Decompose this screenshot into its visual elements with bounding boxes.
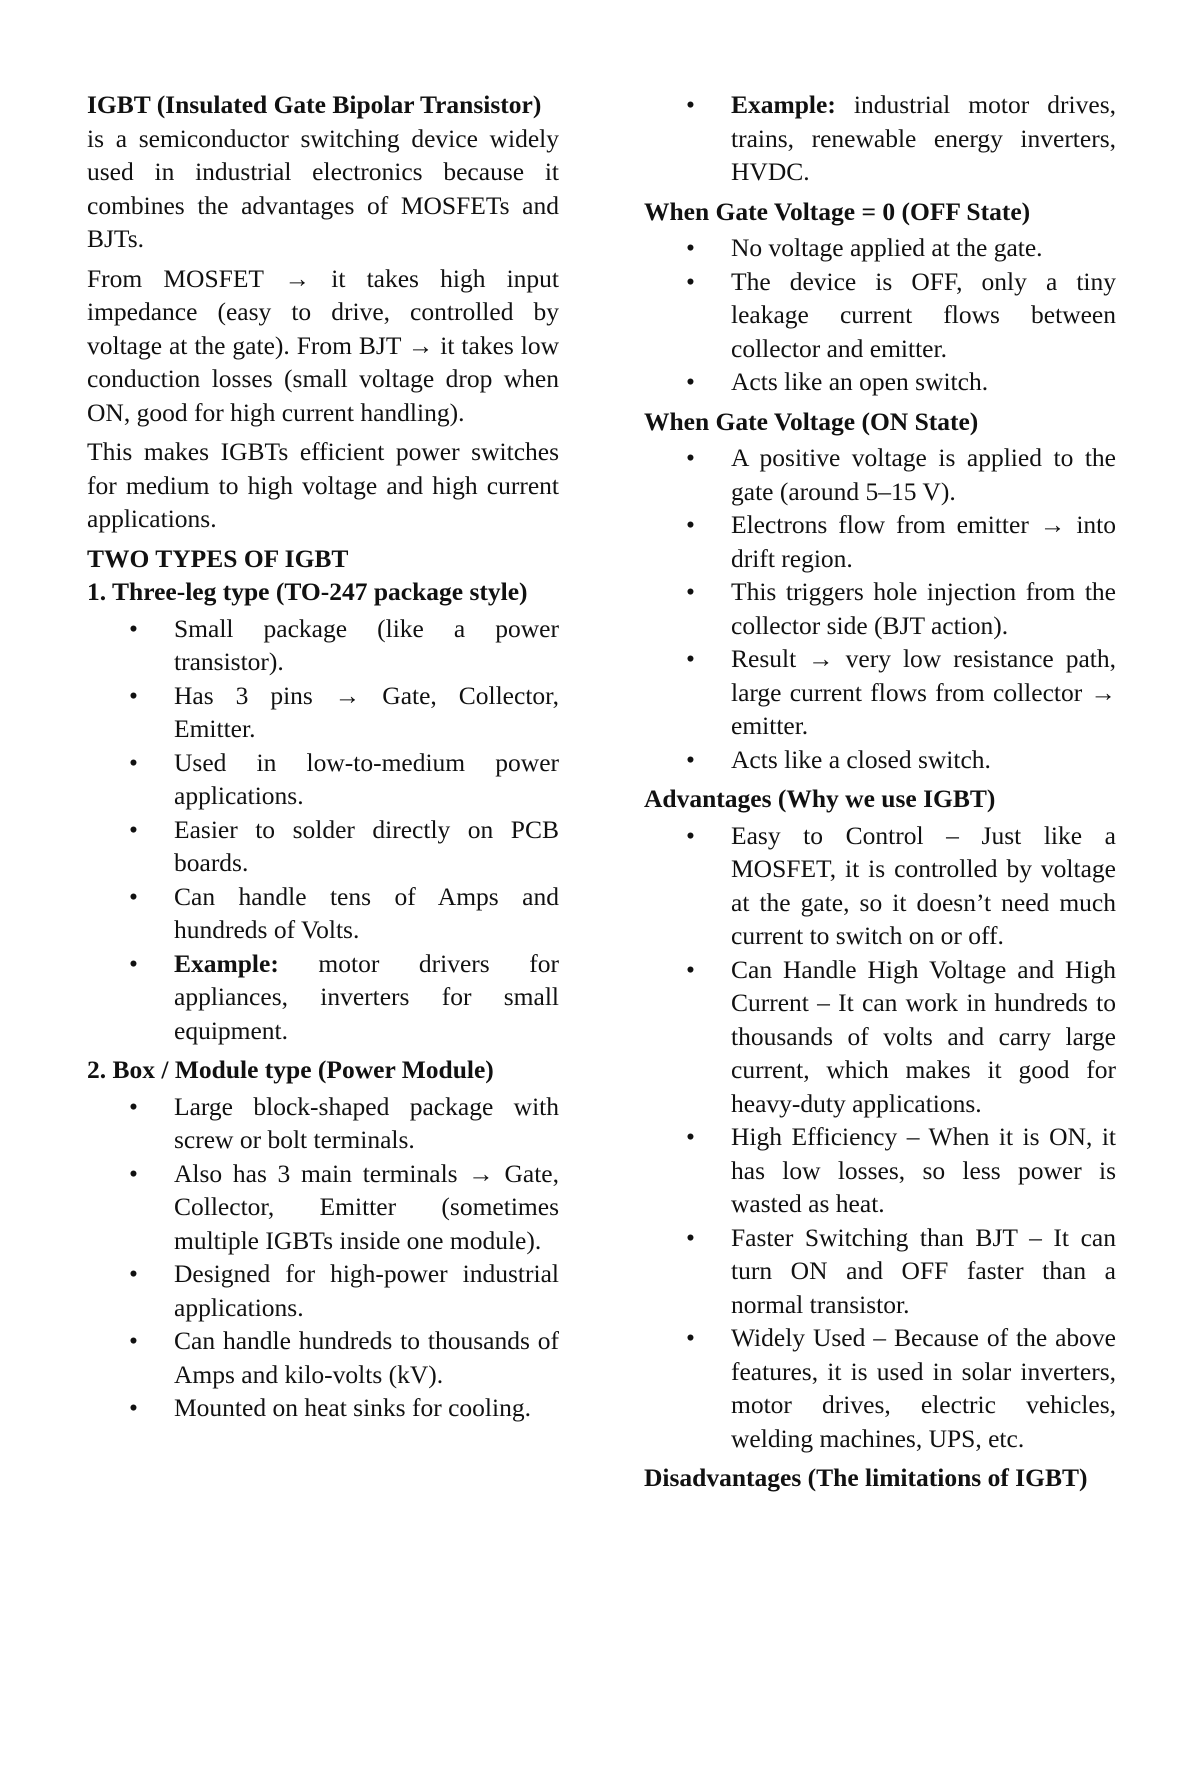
disadvantages-heading: Disadvantages (The limitations of IGBT) bbox=[644, 1463, 1088, 1492]
bullet-icon: • bbox=[129, 814, 138, 844]
bullet-icon: • bbox=[129, 948, 138, 978]
list-item: • No voltage applied at the gate. bbox=[644, 231, 1116, 265]
bullet-icon: • bbox=[686, 1222, 695, 1252]
bullet-icon: • bbox=[686, 1122, 695, 1151]
bullet-icon: • bbox=[129, 613, 138, 643]
bullet-icon: • bbox=[686, 820, 695, 850]
bullet-icon: • bbox=[686, 744, 695, 774]
bullet-icon: • bbox=[686, 577, 695, 606]
type1-heading: 1. Three-leg type (TO-247 package style) bbox=[87, 577, 528, 606]
list-item: • Used in low-to-medium power applications. bbox=[129, 747, 559, 810]
list-item: • The device is OFF, only a tiny leakage current flows between collector and emitter. bbox=[686, 266, 1116, 363]
bullet-icon: • bbox=[686, 644, 695, 673]
bullet-icon: • bbox=[686, 367, 695, 396]
list-item: • Faster Switching than BJT – It can turn ON and OFF faster than a normal transistor. bbox=[686, 1222, 1116, 1319]
off-state-heading: When Gate Voltage = 0 (OFF State) bbox=[644, 196, 1031, 226]
list-item: • Easier to solder directly on PCB boards. bbox=[129, 814, 559, 877]
bullet-icon: • bbox=[129, 747, 138, 777]
list-item: • Has 3 pins → Gate, Collector, Emitter. bbox=[129, 680, 559, 743]
list-item: • Example: industrial motor drives, trains, renewable energy inverters, HVDC. bbox=[686, 90, 1116, 186]
bullet-icon: • bbox=[686, 266, 695, 296]
list-item: • Can handle tens of Amps and hundreds of Volts. bbox=[129, 881, 559, 944]
bullet-icon: • bbox=[129, 1259, 138, 1288]
bullet-icon: • bbox=[129, 1393, 138, 1422]
on-state-list bbox=[644, 441, 1116, 776]
list-item: • Small package (like a power transistor). bbox=[129, 613, 559, 676]
list-item: • High Efficiency – When it is ON, it has low losses, so less power is wasted as heat. bbox=[686, 1122, 1116, 1218]
list-item: • Mounted on heat sinks for cooling. bbox=[87, 1391, 559, 1425]
bullet-icon: • bbox=[686, 443, 695, 472]
type1-list bbox=[87, 612, 559, 1048]
intro-paragraph: is a semiconductor switching device widely used in industrial electronics because it combines the advantages of MOSFETs and BJTs. bbox=[87, 123, 559, 253]
list-item: • Acts like a closed switch. bbox=[644, 743, 1116, 777]
left-column bbox=[87, 88, 559, 1425]
bullet-icon: • bbox=[129, 1158, 138, 1188]
list-item: • Example: motor drivers for appliances, inverters for small equipment. bbox=[129, 948, 559, 1045]
list-item: • Easy to Control – Just like a MOSFET, it is controlled by voltage at the gate, so it doesn’t need much current to switch on or off. bbox=[686, 820, 1116, 950]
list-item: • Also has 3 main terminals → Gate, Collector, Emitter (sometimes multiple IGBTs inside one module). bbox=[129, 1158, 559, 1255]
list-item: • This triggers hole injection from the collector side (BJT action). bbox=[686, 577, 1116, 640]
bullet-icon: • bbox=[686, 1323, 695, 1352]
list-item: • Acts like an open switch. bbox=[644, 365, 1116, 399]
list-item: • Can handle hundreds to thousands of Amps and kilo-volts (kV). bbox=[129, 1326, 559, 1389]
list-item: • Large block-shaped package with screw or bolt terminals. bbox=[129, 1091, 559, 1154]
type2-list bbox=[87, 1090, 559, 1425]
example-label: Example: bbox=[174, 948, 279, 978]
document-title: IGBT (Insulated Gate Bipolar Transistor) bbox=[87, 90, 542, 119]
list-item: • Widely Used – Because of the above features, it is used in solar inverters, motor drives, electric vehicles, welding machines, UPS, etc. bbox=[686, 1323, 1116, 1453]
bullet-icon: • bbox=[129, 881, 138, 911]
advantages-heading: Advantages (Why we use IGBT) bbox=[644, 784, 996, 813]
type2-example-list bbox=[644, 88, 1116, 189]
bullet-icon: • bbox=[686, 90, 695, 119]
list-item: • Electrons flow from emitter → into drift region. bbox=[686, 510, 1116, 573]
on-state-heading: When Gate Voltage (ON State) bbox=[644, 406, 979, 436]
bullet-icon: • bbox=[686, 510, 695, 539]
example-label: Example: bbox=[731, 90, 836, 119]
right-column bbox=[644, 88, 1116, 1495]
advantages-list bbox=[644, 819, 1116, 1456]
types-heading: TWO TYPES OF IGBT bbox=[87, 543, 349, 573]
bullet-icon: • bbox=[686, 954, 695, 984]
bullet-icon: • bbox=[129, 1326, 138, 1355]
bullet-icon: • bbox=[129, 1091, 138, 1121]
mosfet-bjt-paragraph: From MOSFET → it takes high input impedance (easy to drive, controlled by voltage at the gate). From BJT → it takes low conduction losses (small voltage drop when ON, good for high current handling). bbox=[87, 263, 559, 427]
list-item: • Can Handle High Voltage and High Current – It can work in hundreds to thousands of volts and carry large current, which makes it good for heavy-duty applications. bbox=[686, 954, 1116, 1118]
summary-paragraph: This makes IGBTs efficient power switches for medium to high voltage and high current applications. bbox=[87, 437, 559, 533]
list-item: • A positive voltage is applied to the gate (around 5–15 V). bbox=[686, 443, 1116, 506]
off-state-list bbox=[644, 231, 1116, 399]
bullet-icon: • bbox=[686, 233, 695, 262]
list-item: • Result → very low resistance path, large current flows from collector → emitter. bbox=[686, 644, 1116, 740]
bullet-icon: • bbox=[129, 680, 138, 710]
type2-heading: 2. Box / Module type (Power Module) bbox=[87, 1055, 494, 1084]
list-item: • Designed for high-power industrial applications. bbox=[129, 1259, 559, 1322]
